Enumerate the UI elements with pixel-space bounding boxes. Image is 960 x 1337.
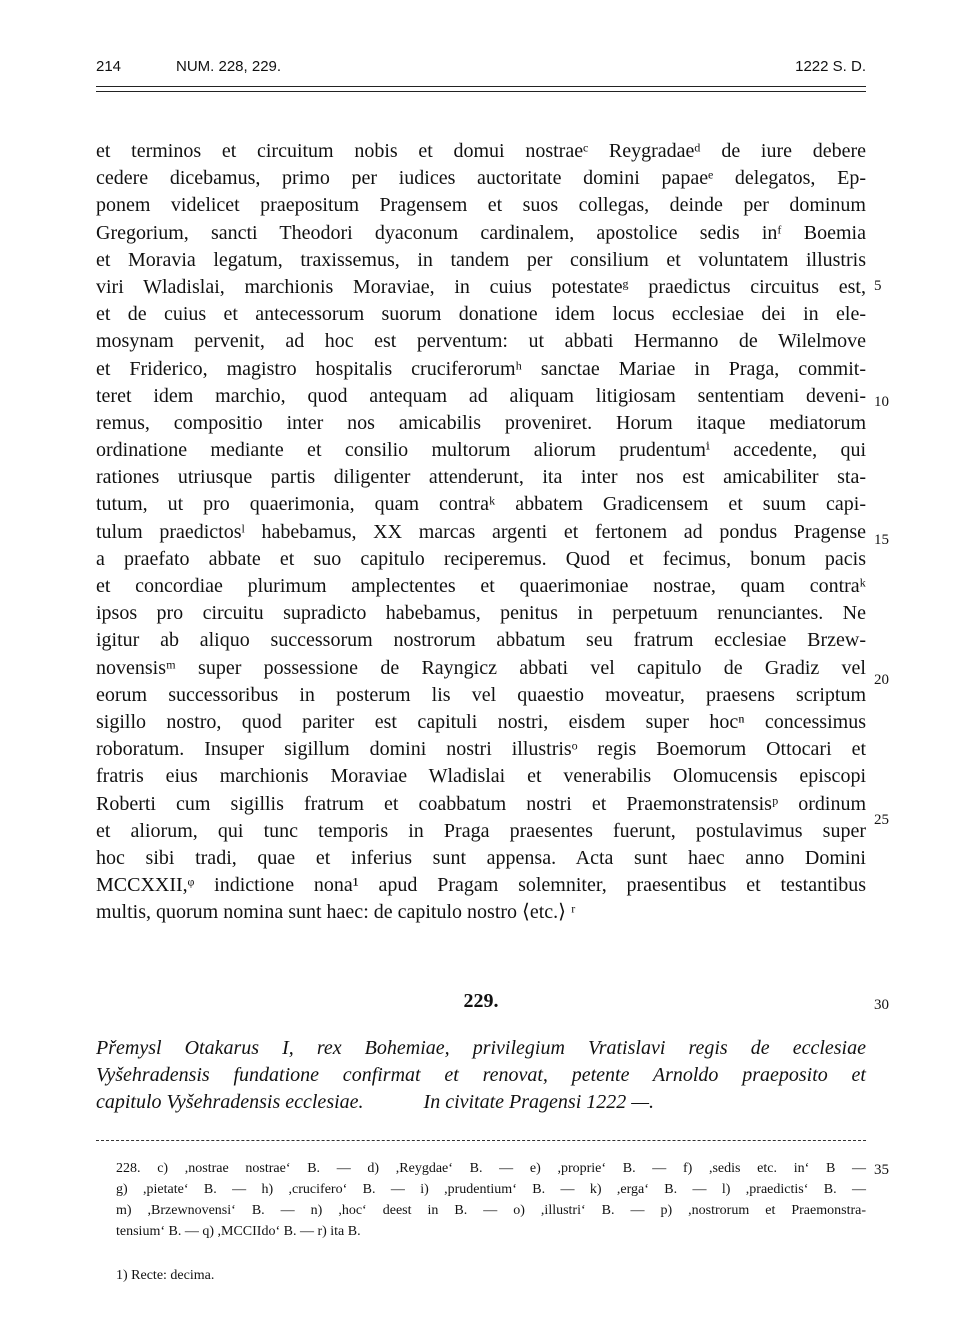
line-number: 30 (874, 997, 889, 1013)
text-line: eorum successoribus in posterum lis vel quaestio moveatur, praesens scriptum (96, 683, 866, 706)
regest-line: capitulo Vyšehradensis ecclesiae. In civitate Pragensi 1222 —. (96, 1091, 655, 1113)
charter-text (96, 138, 866, 926)
text-line: tutum, ut pro quaerimonia, quam contraᵏ abbatem Gradicensem et suum capi- (96, 493, 866, 516)
text-line: teret idem marchio, quod antequam ad aliquam litigiosam sententiam deveni- (96, 384, 866, 407)
line-number: 25 (874, 812, 889, 828)
running-header (96, 58, 866, 82)
header-rule (96, 86, 866, 87)
text-line: Roberti cum sigillis fratrum et coabbatum nostri et Praemonstratensisᵖ ordinum (96, 792, 866, 815)
line-number: 35 (874, 1162, 889, 1178)
regest (96, 1035, 866, 1116)
text-line: hoc sibi tradi, quae et inferius sunt appensa. Acta sunt haec anno Domini (96, 846, 866, 869)
text-line: et terminos et circuitum nobis et domui nostraeᶜ Reygradaeᵈ de iure debere (96, 140, 866, 162)
apparatus-line: 228. c) ,nostrae nostrae‘ B. — d) ,Reygdae‘ B. — e) ,proprie‘ B. — f) ,sedis etc. in‘ B — (116, 1161, 866, 1176)
apparatus-line: g) ,pietate‘ B. — h) ,crucifero‘ B. — i) ,prudentium‘ B. — k) ,erga‘ B. — l) ,praedictis‘ B. — (116, 1182, 866, 1197)
text-line: et Moravia legatum, traxissemus, in tandem per consilium et voluntatem illustris (96, 248, 866, 271)
text-line: fratris eius marchionis Moraviae Wladislai et venerabilis Olomucensis episcopi (96, 765, 866, 788)
text-line: ipsos pro circuitu supradicto habebamus, penitus in perpetuum renunciantes. Ne (96, 602, 866, 625)
text-line: multis, quorum nomina sunt haec: de capitulo nostro ⟨etc.⟩ ʳ (96, 901, 576, 924)
text-line: et Friderico, magistro hospitalis cruciferorumʰ sanctae Mariae in Praga, commit- (96, 357, 866, 380)
line-number: 5 (874, 278, 882, 294)
text-line: cedere dicebamus, primo per iudices auctoritate domini papaeᵉ delegatos, Ep- (96, 167, 866, 190)
text-line: Gregorium, sancti Theodori dyaconum cardinalem, apostolice sedis inᶠ Boemia (96, 221, 866, 244)
text-line: a praefato abbate et suo capitulo reciperemus. Quod et fecimus, bonum pacis (96, 547, 866, 570)
header-date: 1222 S. D. (795, 58, 866, 75)
text-line: et aliorum, qui tunc temporis in Praga praesentes fuerunt, postulavimus super (96, 819, 866, 842)
line-number: 15 (874, 532, 889, 548)
page-number: 214 (96, 58, 122, 75)
header-rule-double (96, 91, 866, 92)
text-line: sigillo nostro, quod pariter est capituli nostri, eisdem super hocⁿ concessimus (96, 710, 866, 733)
text-line: MCCXXII,ᵠ indictione nona¹ apud Pragam solemniter, praesentibus et testantibus (96, 874, 866, 897)
text-line: novensisᵐ super possessione de Rayngicz abbati vel capitulo de Gradiz vel (96, 656, 866, 679)
regest-line: Přemysl Otakarus I, rex Bohemiae, privilegium Vratislavi regis de ecclesiae (96, 1037, 866, 1059)
apparatus-rule (96, 1140, 866, 1141)
text-line: remus, compositio inter nos amicabilis proveniret. Horum itaque mediatorum (96, 411, 866, 434)
footnote: 1) Recte: decima. (116, 1268, 215, 1283)
regest-line: Vyšehradensis fundatione confirmat et renovat, petente Arnoldo praeposito et (96, 1064, 866, 1086)
document-numbers: NUM. 228, 229. (176, 58, 282, 75)
text-line: rationes utriusque partis diligenter attenderunt, ita inter nos est amicabiliter sta- (96, 466, 866, 489)
text-line: ordinatione mediante et consilio multorum aliorum prudentumⁱ accedente, qui (96, 439, 866, 462)
line-number: 20 (874, 672, 889, 688)
text-line: et concordiae plurimum amplectentes et quaerimoniae nostrae, quam contraᵏ (96, 575, 866, 597)
text-line: et de cuius et antecessorum suorum donatione idem locus ecclesiae dei in ele- (96, 303, 866, 326)
text-line: tulum praedictosˡ habebamus, XX marcas argenti et fertonem ad pondus Pragense (96, 520, 866, 543)
apparatus-line: tensium‘ B. — q) ,MCCIIdo‘ B. — r) ita B. (116, 1224, 361, 1239)
text-line: viri Wladislai, marchionis Moraviae, in cuius potestateᵍ praedictus circuitus est, (96, 275, 866, 298)
text-line: igitur ab aliquo successorum nostrorum abbatum seu fratrum ecclesiae Brzew- (96, 629, 866, 652)
text-line: roboratum. Insuper sigillum domini nostri illustrisᵒ regis Boemorum Ottocari et (96, 738, 866, 761)
text-line: mosynam pervenit, ad hoc est perventum: ut abbati Hermanno de Wilelmove (96, 330, 866, 353)
apparatus-line: m) ,Brzewnovensi‘ B. — n) ,hoc‘ deest in B. — o) ,illustri‘ B. — p) ,nostrorum et Praemonstra- (116, 1203, 866, 1218)
critical-apparatus (116, 1158, 866, 1242)
document-number: 229. (463, 990, 499, 1012)
text-line: ponem videlicet praepositum Pragensem et suos collegas, deinde per dominum (96, 194, 866, 217)
line-number: 10 (874, 394, 889, 410)
